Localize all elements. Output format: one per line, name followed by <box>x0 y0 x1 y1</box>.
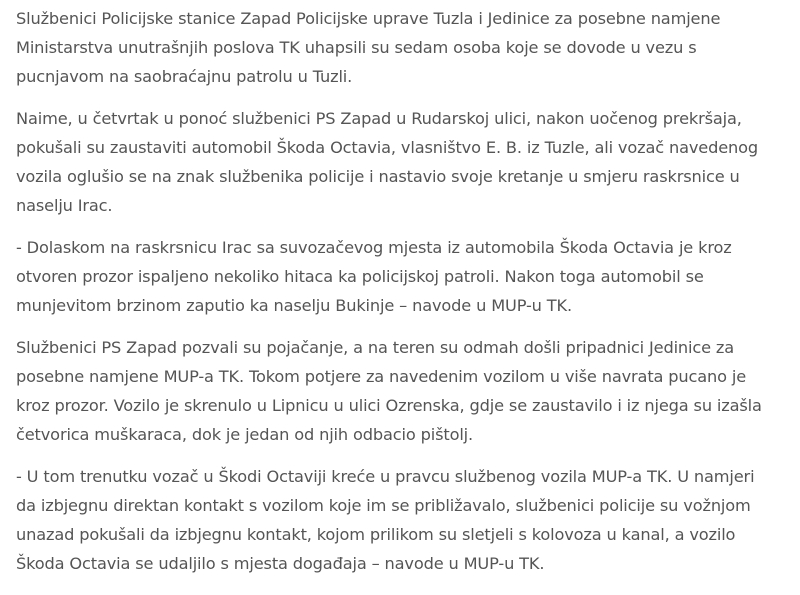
text-line: četvorica muškaraca, dok je jedan od njih odbacio pištolj. <box>16 425 474 444</box>
text-line: da izbjegnu direktan kontakt s vozilom koje im se približavalo, službenici policije su vožnjom <box>16 496 751 515</box>
text-line: Službenici Policijske stanice Zapad Policijske uprave Tuzla i Jedinice za posebne namjene <box>16 9 721 28</box>
text-line: munjevitom brzinom zaputio ka naselju Bukinje – navode u MUP-u TK. <box>16 296 572 315</box>
text-line: Ministarstva unutrašnjih poslova TK uhapsili su sedam osoba koje se dovode u vezu s <box>16 38 697 57</box>
text-line: unazad pokušali da izbjegnu kontakt, kojom prilikom su sletjeli s kolovoza u kanal, a vozilo <box>16 525 736 544</box>
text-line: Naime, u četvrtak u ponoć službenici PS Zapad u Rudarskoj ulici, nakon uočenog prekršaja, <box>16 109 742 128</box>
article-body <box>16 4 786 591</box>
text-line: kroz prozor. Vozilo je skrenulo u Lipnicu u ulici Ozrenska, gdje se zaustavilo i iz njega su izašla <box>16 396 762 415</box>
text-line: - U tom trenutku vozač u Škodi Octaviji kreće u pravcu službenog vozila MUP-a TK. U namjeri <box>16 467 755 486</box>
text-line: pucnjavom na saobraćajnu patrolu u Tuzli. <box>16 67 353 86</box>
text-line: - Dolaskom na raskrsnicu Irac sa suvozačevog mjesta iz automobila Škoda Octavia je kroz <box>16 238 732 257</box>
paragraph-pursuit <box>16 333 786 449</box>
paragraph-quote-escape <box>16 462 786 578</box>
text-line: naselju Irac. <box>16 196 113 215</box>
text-line: vozila oglušio se na znak službenika policije i nastavio svoje kretanje u smjeru raskrsnice u <box>16 167 740 186</box>
text-line: otvoren prozor ispaljeno nekoliko hitaca ka policijskoj patroli. Nakon toga automobil se <box>16 267 704 286</box>
text-line: Škoda Octavia se udaljilo s mjesta događaja – navode u MUP-u TK. <box>16 554 545 573</box>
paragraph-quote-shots <box>16 233 786 320</box>
text-line: Službenici PS Zapad pozvali su pojačanje, a na teren su odmah došli pripadnici Jedinice za <box>16 338 735 357</box>
paragraph-arrests <box>16 4 786 91</box>
paragraph-incident <box>16 104 786 220</box>
text-line: posebne namjene MUP-a TK. Tokom potjere za navedenim vozilom u više navrata pucano je <box>16 367 747 386</box>
text-line: pokušali su zaustaviti automobil Škoda Octavia, vlasništvo E. B. iz Tuzle, ali vozač navedenog <box>16 138 758 157</box>
